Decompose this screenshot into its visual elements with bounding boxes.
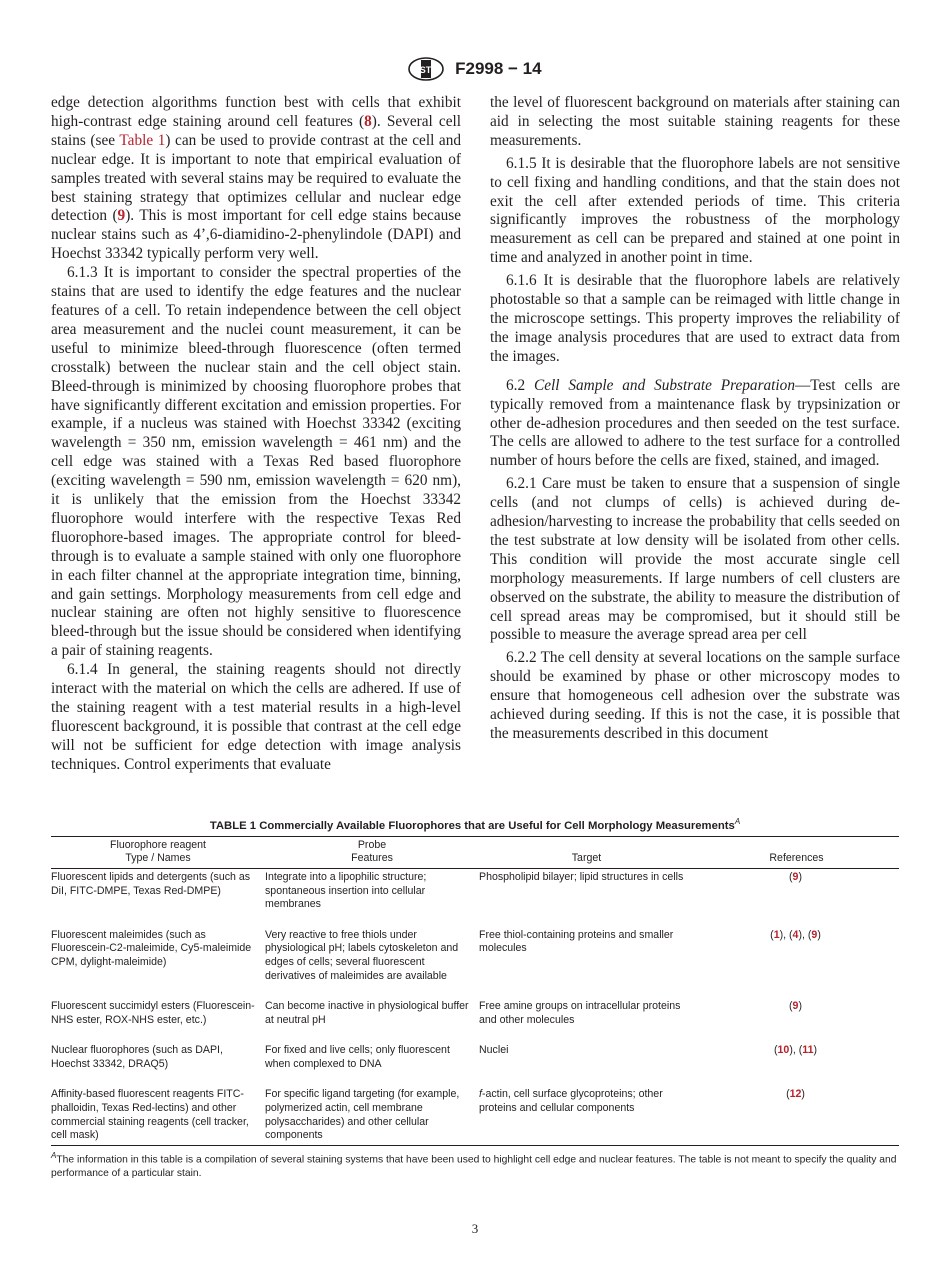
right-column xyxy=(490,94,900,744)
fluorophore-table xyxy=(51,836,899,1146)
left-column xyxy=(51,94,461,775)
reference-link[interactable]: 10 xyxy=(777,1044,790,1057)
reference-link[interactable]: 9 xyxy=(792,1000,799,1013)
reference-link[interactable]: 11 xyxy=(802,1044,814,1057)
table-row: Fluorescent lipids and detergents (such as DiI, FITC-DMPE, Texas Red-DMPE) Integrate into a lipophilic structure; spontaneous insertion into cellular membranes Phospholipid bilayer; lipid structures in cells (9) xyxy=(51,870,802,911)
paragraph-6-2: 6.2 Cell Sample and Substrate Preparation—Test cells are typically removed from a maintenance flask by trypsinization or other de-adhesion procedures and then seeded on the test surface. The cells are allowed to adhere to the test surface for a controlled number of hours before the cells are fixed, stained, and imaged. xyxy=(490,376,900,470)
table-row: Affinity-based fluorescent reagents FITC-phalloidin, Texas Red-lectins) and other commercial staining reagents (cell tracker, cell mask) For specific ligand targeting (for example, polymerized actin, cell membrane polysaccharides) and other cellular components f-actin, cell surface glycoproteins; other proteins and cellular components (12) xyxy=(51,1086,899,1145)
standard-designation: F2998 − 14 xyxy=(455,59,542,78)
reference-link[interactable]: 1 xyxy=(773,928,780,941)
paragraph-edge-detection: edge detection algorithms function best with cells that exhibit high-contrast edge staining around cell features (8). Several cell stains (see Table 1) can be used to provide contrast at the cell and nuclear edge. It is important to note that empirical evaluation of samples treated with several stains may be required to evaluate the best staining strategy that optimizes cellular and nuclear edge detection (9). This is most important for cell edge stains because nuclear stains such as 4’,6-diamidino-2-phenylindole (DAPI) and Hoechst 33342 typically perform very well. xyxy=(51,94,462,263)
reference-link[interactable]: 9 xyxy=(811,928,818,941)
paragraph-6-1-5: 6.1.5 It is desirable that the fluorophore labels are not sensitive to cell fixing and handling conditions, and that the stain does not exit the cell after extended periods of time. This criteria significantly improves the robustness of the morphology measurement as cell can be prepared and stained at one point in time and analyzed in another point in time. xyxy=(490,154,900,267)
column-header-references: References xyxy=(694,836,899,868)
reference-link[interactable]: 12 xyxy=(789,1088,802,1101)
table-header-row xyxy=(51,836,899,868)
astm-logo-icon xyxy=(408,57,444,81)
svg-text:ASTM: ASTM xyxy=(413,65,440,75)
fluorophore-table-block xyxy=(51,817,899,1181)
table-row: Nuclear fluorophores (such as DAPI, Hoechst 33342, DRAQ5) For fixed and live cells; only fluorescent when complexed to DNA Nuclei (10), (11) xyxy=(51,1044,817,1070)
table-row: Fluorescent maleimides (such as Fluorescein-C2-maleimide, Cy5-maleimide CPM, dylight-maleimide) Very reactive to free thiols under physiological pH; labels cytoskeleton and edges of cells; several fluorescent derivatives of maleimides are available Free thiol-containing proteins and smaller molecules (1), (4), (9) xyxy=(51,928,821,982)
table-title: TABLE 1 Commercially Available Fluorophores that are Useful for Cell Morphology Measurements$^A$ xyxy=(209,817,741,832)
column-header-features: Probe Features xyxy=(265,836,479,868)
paragraph-6-1-4: 6.1.4 In general, the staining reagents should not directly interact with the material on which the cells are adhered. If use of the staining reagent with a test material results in a high-level fluorescent background, it is possible that contrast at the cell edge will not be sufficient for edge detection with image analysis techniques. Control experiments that evaluate xyxy=(51,661,461,773)
column-header-target: Target xyxy=(479,836,694,868)
paragraph-6-2-2: 6.2.2 The cell density at several locations on the sample surface should be examined by phase or other microscopy modes to ensure that homogeneous cell adhesion over the substrate was achieved during seeding. If this is not the case, it is possible that the measurements described in this document xyxy=(490,649,900,742)
table-1-link[interactable]: Table 1 xyxy=(119,131,166,149)
page-number: 3 xyxy=(471,1221,479,1236)
paragraph-continuation: the level of fluorescent background on materials after staining can aid in selecting the most suitable staining reagents for these measurements. xyxy=(490,94,900,149)
table-footnote: $^A$The information in this table is a compilation of several staining systems that have been used to highlight cell edge and nuclear features. The table is not meant to specify the quality and performance of a particular stain. xyxy=(51,1150,897,1180)
page-header xyxy=(0,57,950,81)
table-row: Fluorescent succimidyl esters (Fluorescein-NHS ester, ROX-NHS ester, etc.) Can become inactive in physiological buffer at neutral pH Free amine groups on intracellular proteins and other molecules (9) xyxy=(51,1000,802,1026)
reference-link[interactable]: 4 xyxy=(792,928,799,941)
reference-link[interactable]: 9 xyxy=(792,870,799,883)
column-header-reagent: Fluorophore reagent Type / Names xyxy=(51,836,265,868)
paragraph-6-2-1: 6.2.1 Care must be taken to ensure that a suspension of single cells (and not clumps of cells) is achieved during de-adhesion/harvesting to increase the probability that cells seeded on the test substrate at low density will be isolated from other cells. This condition will provide the most accurate single cell morphology measurements. If large numbers of cell clusters are observed on the substrate, the ability to measure the distribution of cell spread areas may be compromised, but it should still be possible to measure the average spread area per cell xyxy=(490,475,900,644)
section-title: Cell Sample and Substrate Preparation xyxy=(534,376,795,394)
reference-link[interactable]: 8 xyxy=(364,112,372,130)
paragraph-6-1-3: 6.1.3 It is important to consider the spectral properties of the stains that are used to identify the edge features and the nuclear features of a cell. To retain independence between the cell object area measurement and the nuclei count measurement, it can be useful to minimize bleed-through fluorescence (often termed crosstalk) between the nuclear stain and the cell object stain. Bleed-through is minimized by choosing fluorophore probes that have significantly different excitation and emission properties. For example, if a nucleus was stained with Hoechst 33342 (exciting wavelength = 350 nm, emission wavelength = 461 nm) and the cell edge was stained with a Texas Red based fluorophore (exciting wavelength = 590 nm, emission wavelength = 620 nm), it is unlikely that the emission from the Hoechst 33342 fluorophore would interfere with the respective Texas Red fluorophore-based images. The appropriate control for bleed-through is to evaluate a sample stained with only one fluorophore in each filter channel at the appropriate integration time, binning, and gain settings. Morphology measurements from cell edge and nuclear staining are often not highly sensitive to fluorescence bleed-through but the issue should be considered when identifying a pair of staining reagents. xyxy=(51,264,461,660)
reference-link[interactable]: 9 xyxy=(117,207,126,225)
paragraph-6-1-6: 6.1.6 It is desirable that the fluorophore labels are relatively photostable so that a sample can be reimaged with little change in the microscope settings. This property improves the reliability of the image analysis procedures that are used to extract data from the images. xyxy=(490,272,900,365)
